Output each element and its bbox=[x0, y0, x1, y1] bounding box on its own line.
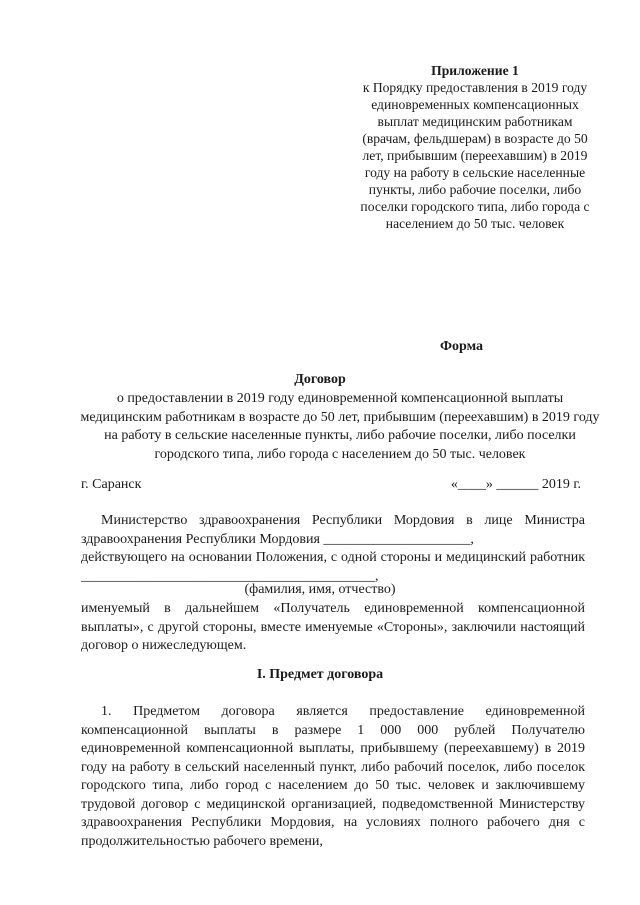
party-ministry: Министерство здравоохранения Республики Мордовия в лице Министра здравоохранения Республики Мордовия _____________________, bbox=[81, 513, 585, 547]
contract-title: Договор bbox=[294, 372, 346, 387]
appendix-title: Приложение 1 bbox=[431, 63, 519, 78]
appendix-header bbox=[352, 62, 598, 232]
fio-caption: (фамилия, имя, отчество) bbox=[244, 582, 396, 597]
form-label: Форма bbox=[440, 339, 484, 354]
section-title: I. Предмет договора bbox=[256, 667, 384, 682]
appendix-text: к Порядку предоставления в 2019 году единовременных компенсационных выплат медицинским работникам (врачам, фельдшерам) в возрасте до 50 лет, прибывшим (переехавшим) в 2019 году на работу в сельские населенные пункты, либо рабочие поселки, либо поселки городского типа, либо города с населением до 50 тыс. человек bbox=[360, 80, 590, 231]
named-paragraph bbox=[81, 600, 585, 656]
clause-paragraph bbox=[81, 703, 585, 851]
named-text: именуемый в дальнейшем «Получатель единовременной компенсационной выплаты», с другой стороны, вместе именуемые «Стороны», заключили настоящий договор о нижеследующем. bbox=[81, 601, 585, 653]
contract-subject: о предоставлении в 2019 году единовременной компенсационной выплаты медицинским работникам в возрасте до 50 лет, прибывшим (переехавшим) в 2019 году на работу в сельские населенные пункты, либо рабочие поселки, либо поселки городского типа, либо города с населением до 50 тыс. человек bbox=[80, 391, 600, 462]
place: г. Саранск bbox=[81, 477, 142, 492]
place-date-line bbox=[81, 477, 581, 495]
parties-paragraph bbox=[81, 512, 585, 586]
date-blank: «____» ______ 2019 г. bbox=[450, 477, 581, 492]
party-recipient: действующего на основании Положения, с одной стороны и медицинский работник __________________________________________, bbox=[81, 550, 585, 584]
clause-1: 1. Предметом договора является предоставление единовременной компенсационной выплаты в размере 1 000 000 рублей Получателю единовременной компенсационной выплаты, прибывшему (переехавшему) в 2019 году на работу в сельский населенный пункт, либо рабочий поселок, либо поселок городского типа, либо город с населением до 50 тыс. человек и заключившему трудовой договор с медицинской организацией, подведомственной Министерству здравоохранения Республики Мордовия, на условиях полного рабочего дня с продолжительностью рабочего времени, bbox=[81, 704, 585, 849]
